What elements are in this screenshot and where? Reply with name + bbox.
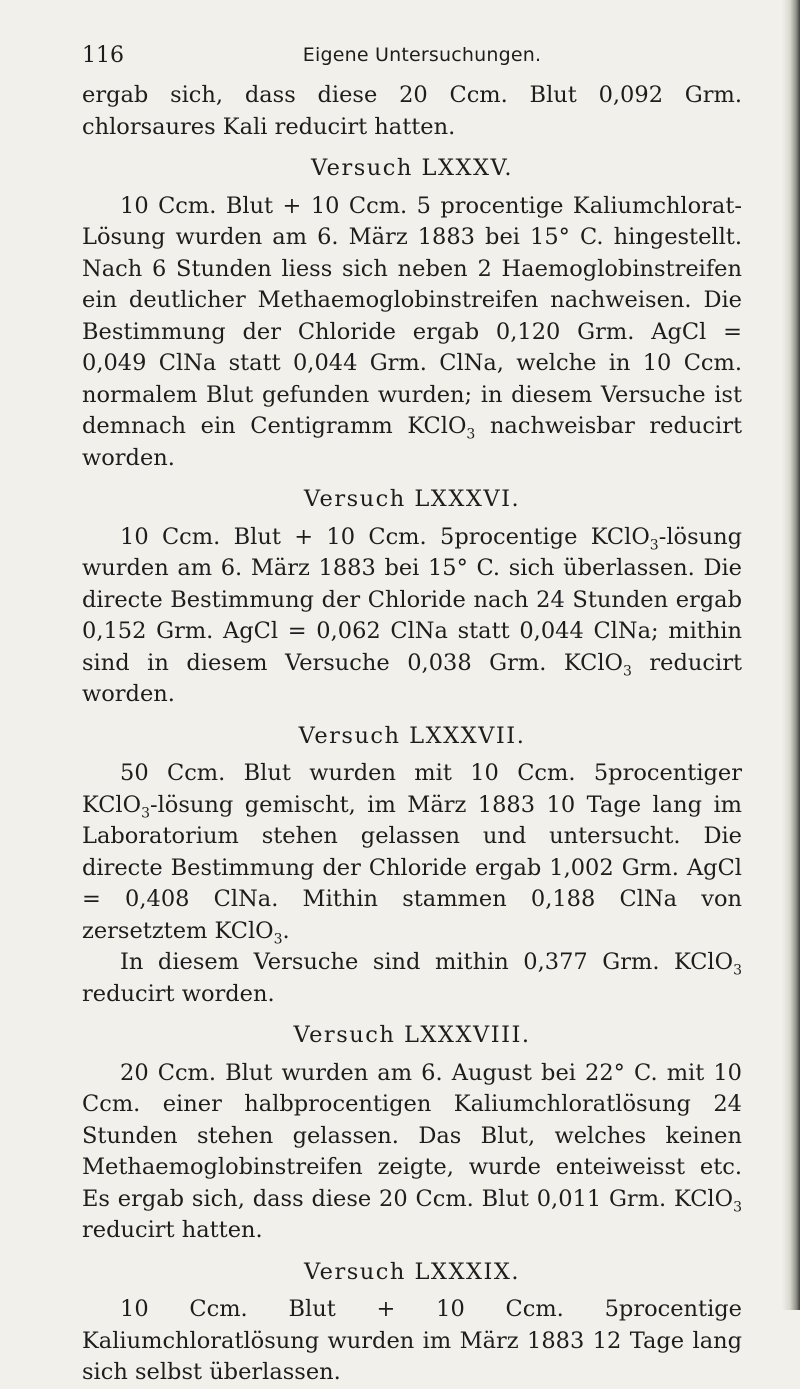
experiment-heading-lxxxv: Versuch LXXXV.: [311, 155, 513, 181]
paragraph-lxxxvii: 50 Ccm. Blut wurden mit 10 Ccm. 5procentiger KClO$_3$-lösung gemischt, im März 1883 10 Tage lang im Laboratorium stehen gelassen und untersucht. Die directe Bestimmung der Chloride ergab 1,002 Grm. AgCl = 0,408 ClNa. Mithin stammen 0,188 ClNa von zersetztem KClO$_3$.: [82, 760, 742, 947]
page-header: [82, 40, 742, 80]
paragraph-lxxxix: 10 Ccm. Blut + 10 Ccm. 5procentige Kaliumchloratlösung wurden im März 1883 12 Tage lang sich selbst überlassen.: [82, 1296, 742, 1385]
page-number: 116: [82, 43, 124, 68]
page-edge-shadow: [782, 0, 800, 1310]
book-page: [82, 40, 742, 1389]
paragraph-lxxxv: 10 Ccm. Blut + 10 Ccm. 5 procentige Kaliumchlorat-Lösung wurden am 6. März 1883 bei 15° C. hingestellt. Nach 6 Stunden liess sich neben 2 Haemoglobinstreifen ein deutlicher Methaemoglobinstreifen nachweisen. Die Bestimmung der Chloride ergab 0,120 Grm. AgCl = 0,049 ClNa statt 0,044 Grm. ClNa, welche in 10 Ccm. normalem Blut gefunden wurden; in diesem Versuche ist demnach ein Centigramm KClO$_3$ nachweisbar reducirt worden.: [82, 192, 742, 471]
experiment-heading-lxxxvi: Versuch LXXXVI.: [303, 486, 521, 512]
paragraph-lxxxvi: 10 Ccm. Blut + 10 Ccm. 5procentige KClO$_3$-lösung wurden am 6. März 1883 bei 15° C. sich überlassen. Die directe Bestimmung der Chloride nach 24 Stunden ergab 0,152 Grm. AgCl = 0,062 ClNa statt 0,044 ClNa; mithin sind in diesem Versuche 0,038 Grm. KClO$_3$ reducirt worden.: [82, 523, 742, 707]
running-title: Eigene Untersuchungen.: [302, 44, 542, 66]
experiment-heading-lxxxviii: Versuch LXXXVIII.: [293, 1022, 531, 1048]
paragraph-lxxxviii: 20 Ccm. Blut wurden am 6. August bei 22° C. mit 10 Ccm. einer halbprocentigen Kaliumchloratlösung 24 Stunden stehen gelassen. Das Blut, welches keinen Methaemoglobinstreifen zeigte, wurde enteiweisst etc. Es ergab sich, dass diese 20 Ccm. Blut 0,011 Grm. KClO$_3$ reducirt hatten.: [82, 1059, 742, 1243]
experiment-heading-lxxxix: Versuch LXXXIX.: [303, 1258, 521, 1285]
paragraph-continuation: ergab sich, dass diese 20 Ccm. Blut 0,092 Grm. chlorsaures Kali reducirt hatten.: [82, 82, 742, 140]
paragraph-lxxxvii-result: In diesem Versuche sind mithin 0,377 Grm. KClO$_3$ reducirt worden.: [82, 949, 742, 1007]
experiment-heading-lxxxvii: Versuch LXXXVII.: [298, 722, 526, 749]
